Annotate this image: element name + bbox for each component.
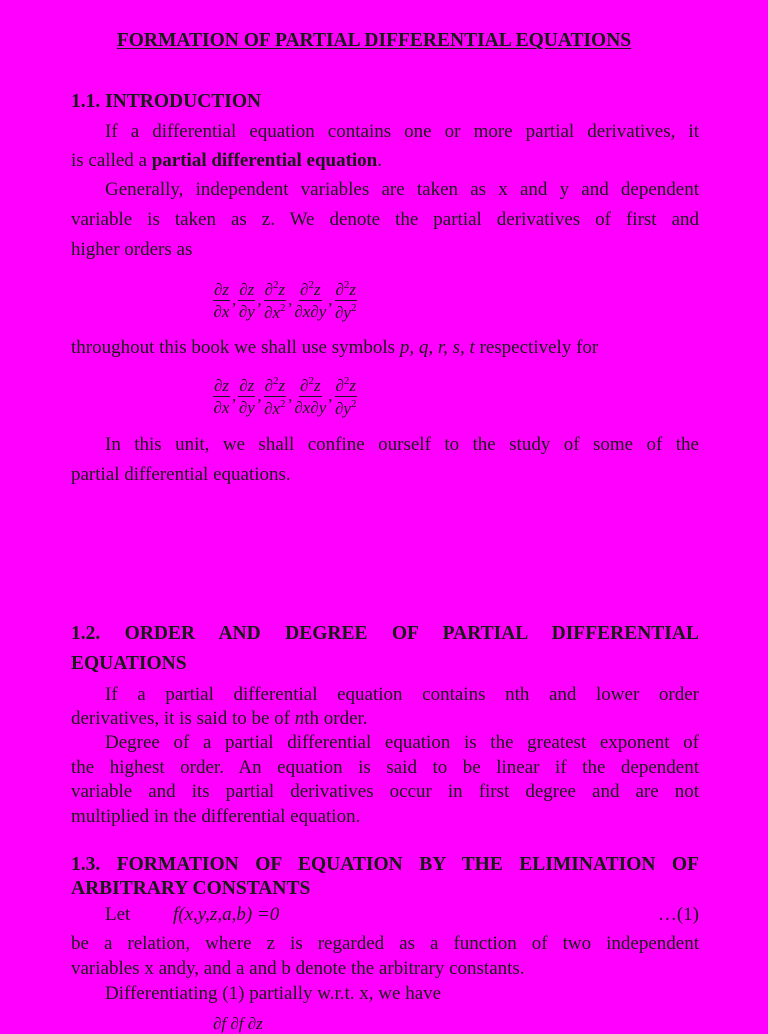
section-heading-introduction: 1.1. INTRODUCTION [71, 91, 262, 112]
fraction: $\frac{\partial^2z}{\partial y^2}$ [335, 278, 357, 322]
text-run: respectively for [474, 337, 599, 358]
paragraph-line: In this unit, we shall confine ourself to the study of some of the [105, 434, 699, 455]
fraction: $\frac{\partial^2z}{\partial x\partial y}$ [294, 279, 327, 321]
text-run: throughout this book we shall use symbols [71, 337, 400, 358]
paragraph-line: Generally, independent variables are taken as x and y and dependent [105, 179, 699, 200]
cut-off-formula: ∂f ∂f ∂z [213, 1014, 263, 1033]
paragraph-line: variable and its partial derivatives occur in first degree and are not [71, 781, 699, 802]
section-heading-formation-cont: ARBITRARY CONSTANTS [71, 878, 311, 899]
fraction: $\frac{\partial z}{\partial y}$ [238, 375, 255, 417]
symbols: p, q, r, s, t [399, 337, 475, 358]
section-heading-order-degree-cont: EQUATIONS [71, 653, 187, 674]
paragraph-line [71, 337, 699, 359]
bold-term: partial differential equation [151, 150, 378, 171]
paragraph-line: variables x andy, and a and b denote the arbitrary constants. [71, 958, 525, 979]
fraction: $\frac{\partial^2z}{\partial y^2}$ [335, 374, 357, 418]
fraction: $\frac{\partial^2z}{\partial x^2}$ [264, 278, 286, 322]
paragraph-line [71, 150, 699, 172]
paragraph-line: be a relation, where z is regarded as a function of two independent [71, 933, 699, 954]
section-heading-formation: 1.3. FORMATION OF EQUATION BY THE ELIMINATION OF [71, 854, 699, 875]
fraction: $\frac{\partial z}{\partial x}$ [213, 279, 230, 321]
page-title: FORMATION OF PARTIAL DIFFERENTIAL EQUATIONS [116, 30, 632, 51]
fraction: $\frac{\partial^2z}{\partial x^2}$ [264, 374, 286, 418]
let-word: Let [105, 904, 131, 925]
fraction: $\frac{\partial^2z}{\partial x\partial y}$ [294, 375, 327, 417]
paragraph-line: If a differential equation contains one or more partial derivatives, it [105, 121, 699, 142]
text-run: . [377, 150, 383, 171]
fraction: $\frac{\partial z}{\partial x}$ [213, 375, 230, 417]
italic-n: n [294, 708, 305, 729]
equation-1: f(x,y,z,a,b) =0 [173, 904, 280, 925]
partial-derivatives-formula: $\frac{\partial z}{\partial x}$ , $\frac{\partial z}{\partial y}$ , $\frac{\partial^2z}{\partial x^2}$ , $\frac{\partial^2z}{\partial x\partial y}$ , $\frac{\partial^2z}{\partial y^2}$ [213, 374, 357, 418]
partial-derivatives-formula: $\frac{\partial z}{\partial x}$ , $\frac{\partial z}{\partial y}$ , $\frac{\partial^2z}{\partial x^2}$ , $\frac{\partial^2z}{\partial x\partial y}$ , $\frac{\partial^2z}{\partial y^2}$ [213, 278, 357, 322]
paragraph-line [71, 708, 699, 730]
section-heading-order-degree: 1.2. ORDER AND DEGREE OF PARTIAL DIFFERENTIAL [71, 623, 699, 644]
paragraph-line: Differentiating (1) partially w.r.t. x, we have [105, 983, 442, 1004]
paragraph-line: multiplied in the differential equation. [71, 806, 361, 827]
paragraph-line: variable is taken as z. We denote the partial derivatives of first and [71, 209, 699, 230]
paragraph-line: higher orders as [71, 239, 193, 260]
text-run: is called a [71, 150, 152, 171]
text-run: derivatives, it is said to be of [71, 708, 295, 729]
paragraph-line: partial differential equations. [71, 464, 291, 485]
equation-line [71, 904, 699, 926]
paragraph-line: Degree of a partial differential equation is the greatest exponent of [105, 732, 699, 753]
fraction: $\frac{\partial z}{\partial y}$ [238, 279, 255, 321]
equation-number: …(1) [657, 904, 699, 925]
paragraph-line: the highest order. An equation is said to be linear if the dependent [71, 757, 699, 778]
paragraph-line: If a partial differential equation contains nth and lower order [105, 684, 699, 705]
text-run: th order. [304, 708, 368, 729]
